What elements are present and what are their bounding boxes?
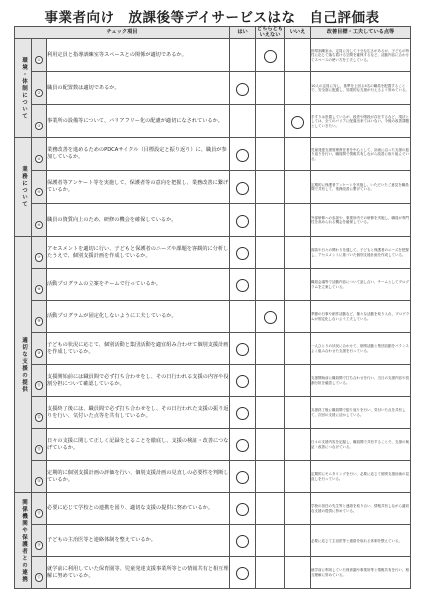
table-row <box>15 429 411 461</box>
check-item-text: 業務改善を進めるためのPDCAサイクル（目標設定と振り返り）に、職員が参加しているか。 <box>47 138 230 171</box>
item-number: ⑭ <box>35 477 44 486</box>
answer-neither-cell[interactable] <box>256 105 285 138</box>
check-item-text: 職員の配置数は適切であるか。 <box>47 72 230 105</box>
header-no: いいえ <box>285 27 311 39</box>
answer-neither-cell[interactable] <box>256 397 285 429</box>
table-row <box>15 301 411 333</box>
check-item-text: 活動プログラムが固定化しないように工夫しているか。 <box>47 301 230 333</box>
answer-no-cell[interactable] <box>285 105 311 138</box>
header-yes: はい <box>230 27 256 39</box>
table-row <box>15 333 411 365</box>
item-number-cell <box>32 39 47 72</box>
item-number-cell <box>32 204 47 237</box>
item-number: ③ <box>35 122 44 131</box>
answer-no-cell[interactable] <box>285 237 311 269</box>
check-item-text: 子どもの主治医等と連絡体制を整えているか。 <box>47 525 230 557</box>
check-item-text: 支援開始前には職員間で必ず打ち合わせをし、その日行われる支援の内容や役割分担について確認しているか。 <box>47 365 230 397</box>
table-row <box>15 204 411 237</box>
answer-yes-cell[interactable] <box>230 333 256 365</box>
answer-yes-cell[interactable] <box>230 429 256 461</box>
selected-circle-mark <box>236 343 249 356</box>
improvement-note: 一人ひとりの状況に合わせて、個別活動と集団活動をバランスよく組み合わせた支援を行っている。 <box>311 344 409 353</box>
table-row <box>15 557 411 589</box>
answer-no-cell[interactable] <box>285 333 311 365</box>
table-row <box>15 365 411 397</box>
answer-no-cell[interactable] <box>285 493 311 525</box>
table-row <box>15 397 411 429</box>
selected-circle-mark <box>236 535 249 548</box>
table-row <box>15 72 411 105</box>
header-check-items: チェック項目 <box>15 27 230 39</box>
item-number: ⑫ <box>35 413 44 422</box>
selected-circle-mark <box>291 116 304 129</box>
answer-neither-cell[interactable] <box>256 39 285 72</box>
answer-neither-cell[interactable] <box>256 72 285 105</box>
selected-circle-mark <box>236 149 249 162</box>
answer-yes-cell[interactable] <box>230 39 256 72</box>
table-body <box>15 39 411 589</box>
item-number: ⑤ <box>35 188 44 197</box>
item-number: ⑪ <box>35 381 44 390</box>
answer-neither-cell[interactable] <box>256 557 285 589</box>
item-number-cell <box>32 72 47 105</box>
answer-neither-cell[interactable] <box>256 429 285 461</box>
improvement-note-cell <box>311 171 411 204</box>
answer-no-cell[interactable] <box>285 72 311 105</box>
improvement-note-cell <box>311 397 411 429</box>
improvement-note-cell <box>311 493 411 525</box>
answer-yes-cell[interactable] <box>230 301 256 333</box>
check-item-text: 子どもの状況に応じて、個別活動と集団活動を適宜組み合わせて個別支援計画を作成しているか。 <box>47 333 230 365</box>
item-number-cell <box>32 365 47 397</box>
header-row <box>15 27 411 39</box>
check-item-text: 定期的に個別支援計画の評価を行い、個別支援計画の見直しの必要性を判断しているか。 <box>47 461 230 493</box>
check-item-text: 事業所の設備等について、バリアフリー化の配慮が適切になされているか。 <box>47 105 230 138</box>
answer-yes-cell[interactable] <box>230 269 256 301</box>
item-number-cell <box>32 429 47 461</box>
answer-no-cell[interactable] <box>285 461 311 493</box>
selected-circle-mark <box>236 182 249 195</box>
category-label: 環境・体制について <box>15 39 32 138</box>
item-number-cell <box>32 493 47 525</box>
improvement-note: 必要に応じて主治医等と連絡を取れる体制を整えている。 <box>311 538 403 543</box>
answer-neither-cell[interactable] <box>256 269 285 301</box>
item-number: ④ <box>35 155 44 164</box>
item-number-cell <box>32 237 47 269</box>
answer-no-cell[interactable] <box>285 429 311 461</box>
category-label: 業務について <box>15 138 32 237</box>
answer-neither-cell[interactable] <box>256 333 285 365</box>
evaluation-table <box>14 26 411 589</box>
improvement-note: 定期的にモニタリングを行い、必要に応じて個別支援計画の見直しを行っている。 <box>311 472 409 481</box>
item-number: ⑩ <box>35 349 44 358</box>
item-number: ② <box>35 89 44 98</box>
item-number-cell <box>32 461 47 493</box>
selected-circle-mark <box>236 279 249 292</box>
answer-no-cell[interactable] <box>285 204 311 237</box>
check-item-text: 利用定員と指導訓練室等スペースとの関係が適切であるか。 <box>47 39 230 72</box>
improvement-note: 定期的に保護者アンケートを実施し、いただいたご意見を職員間で共有して、業務改善に繋げている。 <box>311 182 409 192</box>
answer-yes-cell[interactable] <box>230 461 256 493</box>
answer-no-cell[interactable] <box>285 557 311 589</box>
improvement-note-cell <box>311 204 411 237</box>
improvement-note-cell <box>311 461 411 493</box>
check-item-text: 活動プログラムの立案をチームで行っているか。 <box>47 269 230 301</box>
selected-circle-mark <box>236 375 249 388</box>
answer-neither-cell[interactable] <box>256 171 285 204</box>
improvement-note-cell <box>311 557 411 589</box>
answer-yes-cell[interactable] <box>230 365 256 397</box>
selected-circle-mark <box>236 439 249 452</box>
header-neither: どちらとも いえない <box>257 26 283 38</box>
improvement-note: 児童発達支援管理責任者を中心として、計画に沿った支援の振り返りを行い、職員間で情報共有しながら改善に取り組んでいる。 <box>311 147 410 161</box>
answer-yes-cell[interactable] <box>230 204 256 237</box>
answer-yes-cell[interactable] <box>230 397 256 429</box>
answer-no-cell[interactable] <box>285 39 311 72</box>
answer-no-cell[interactable] <box>285 365 311 397</box>
answer-no-cell[interactable] <box>285 269 311 301</box>
answer-no-cell[interactable] <box>285 525 311 557</box>
improvement-note: 季節の行事や創作活動など、様々な活動を取り入れ、プログラムが固定化しないよう工夫している。 <box>311 312 410 321</box>
improvement-note: 支援終了後に職員間で振り返りを行い、気付いた点を共有して、次回の支援に活かしている。 <box>311 408 406 417</box>
improvement-note-cell <box>311 429 411 461</box>
improvement-note: 手すりは設置しているが、段差や階段が存在するなど、現状としては、全てのバリアに配慮出来てはいない。今後の改善課題としていきたい。 <box>311 114 410 128</box>
item-number: ⑯ <box>35 541 44 550</box>
check-item-text: 保護者等アンケート等を実施して、保護者等の意向を把握し、業務改善に繋げているか。 <box>47 171 230 204</box>
item-number-cell <box>32 301 47 333</box>
answer-no-cell[interactable] <box>285 397 311 429</box>
improvement-note-cell <box>311 237 411 269</box>
improvement-note: 学校の担任の先生等と連絡を取り合い、情報共有しながら適切な支援の提供に努めている。 <box>311 504 410 513</box>
improvement-note-cell <box>311 269 411 301</box>
answer-yes-cell[interactable] <box>230 171 256 204</box>
category-label: 適切な支援の提供 <box>15 237 32 493</box>
header-notes: 改善目標・工夫している点等 <box>311 27 411 39</box>
answer-neither-cell[interactable] <box>256 493 285 525</box>
category-label: 関係機関や保護者との連携 <box>15 493 32 589</box>
item-number: ① <box>35 56 44 65</box>
improvement-note: 支援開始前に職員間で打ち合わせを行い、当日の支援内容や役割分担を確認している。 <box>311 376 410 385</box>
page-title: 事業者向け 放課後等デイサービスはな 自己評価表 <box>44 10 380 26</box>
selected-circle-mark <box>236 83 249 96</box>
improvement-note: 日々の支援内容を記録し、職員間で共有することで、支援の検証・改善につなげている。 <box>311 440 409 449</box>
answer-yes-cell[interactable] <box>230 525 256 557</box>
improvement-note-cell <box>311 301 411 333</box>
item-number: ⑮ <box>35 509 44 518</box>
table-row <box>15 39 411 72</box>
item-number-cell <box>32 525 47 557</box>
improvement-note-cell <box>311 39 411 72</box>
improvement-note-cell <box>311 525 411 557</box>
table-row <box>15 525 411 557</box>
item-number-cell <box>32 333 47 365</box>
selected-circle-mark <box>236 215 249 228</box>
item-number-cell <box>32 557 47 589</box>
improvement-note-cell <box>311 105 411 138</box>
improvement-note: 10人の定員に対し、基準を上回る4名の職員を配置することで、安全面に配慮し、効果的な支援が行えるよう努めている。 <box>311 83 409 93</box>
answer-yes-cell[interactable] <box>230 138 256 171</box>
check-item-text: 職員の資質向上のため、研修の機会を確保しているか。 <box>47 204 230 237</box>
answer-no-cell[interactable] <box>285 138 311 171</box>
selected-circle-mark <box>236 247 249 260</box>
item-number: ⑧ <box>35 285 44 294</box>
item-number: ⑦ <box>35 253 44 262</box>
check-item-text: 必要に応じて学校との連携を図り、適切な支援の提供に努めているか。 <box>47 493 230 525</box>
improvement-note-cell <box>311 365 411 397</box>
improvement-note: 職員会議等で活動内容について話し合い、チームとしてプログラムを立案している。 <box>311 280 409 289</box>
improvement-note: 就学前に利用していた保育園や事業所等と情報共有を行い、相互理解に努めている。 <box>311 568 410 577</box>
table-row <box>15 461 411 493</box>
answer-neither-cell[interactable] <box>256 461 285 493</box>
item-number: ⑥ <box>35 221 44 230</box>
selected-circle-mark <box>264 311 277 324</box>
selected-circle-mark <box>264 50 277 63</box>
improvement-note-cell <box>311 138 411 171</box>
improvement-note-cell <box>311 333 411 365</box>
table-row <box>15 171 411 204</box>
answer-yes-cell[interactable] <box>230 105 256 138</box>
table-row <box>15 237 411 269</box>
table-row <box>15 269 411 301</box>
answer-neither-cell[interactable] <box>256 204 285 237</box>
item-number: ⑬ <box>35 445 44 454</box>
item-number: ⑨ <box>35 317 44 326</box>
check-item-text: 日々の支援に関して正しく記録をとることを徹底し、支援の検証・改善につなげているか。 <box>47 429 230 461</box>
item-number-cell <box>32 397 47 429</box>
table-row <box>15 138 411 171</box>
improvement-note-cell <box>311 72 411 105</box>
check-item-text: 就学前に利用していた保育園等、児童発達支援事業所等との情報共有と相互理解に努めているか。 <box>47 557 230 589</box>
item-number-cell <box>32 138 47 171</box>
selected-circle-mark <box>236 503 249 516</box>
table-row <box>15 493 411 525</box>
answer-neither-cell[interactable] <box>256 525 285 557</box>
item-number: ⑰ <box>35 573 44 582</box>
item-number-cell <box>32 269 47 301</box>
answer-neither-cell[interactable] <box>256 301 285 333</box>
selected-circle-mark <box>236 567 249 580</box>
answer-yes-cell[interactable] <box>230 72 256 105</box>
selected-circle-mark <box>236 471 249 484</box>
improvement-note: 面談や日々の関わりを通して、子どもと保護者のニーズを把握し、アセスメントに基づいた個別支援計画を作成している。 <box>311 248 409 257</box>
selected-circle-mark <box>236 407 249 420</box>
answer-yes-cell[interactable] <box>230 493 256 525</box>
answer-neither-cell[interactable] <box>256 365 285 397</box>
answer-neither-cell[interactable] <box>256 237 285 269</box>
answer-no-cell[interactable] <box>285 171 311 204</box>
answer-yes-cell[interactable] <box>230 237 256 269</box>
table-row <box>15 105 411 138</box>
answer-yes-cell[interactable] <box>230 557 256 589</box>
answer-no-cell[interactable] <box>285 301 311 333</box>
improvement-note: 指導訓練室は、定員に対して十分な広さがあるが、子どもの特性に応じて落ち着ける空間を確保するなど、活動内容に合わせてスペースの使い方を工夫している。 <box>311 48 410 62</box>
item-number-cell <box>32 171 47 204</box>
answer-neither-cell[interactable] <box>256 138 285 171</box>
check-item-text: 支援終了後には、職員間で必ず打ち合わせをし、その日行われた支援の振り返りを行い、気付いた点等を共有しているか。 <box>47 397 230 429</box>
check-item-text: アセスメントを適切に行い、子どもと保護者のニーズや課題を客観的に分析したうえで、個別支援計画を作成しているか。 <box>47 237 230 269</box>
item-number-cell <box>32 105 47 138</box>
improvement-note: 外部研修への参加や、事業所内での研修を実施し、職員が専門性を高められる機会を確保している。 <box>311 215 409 225</box>
